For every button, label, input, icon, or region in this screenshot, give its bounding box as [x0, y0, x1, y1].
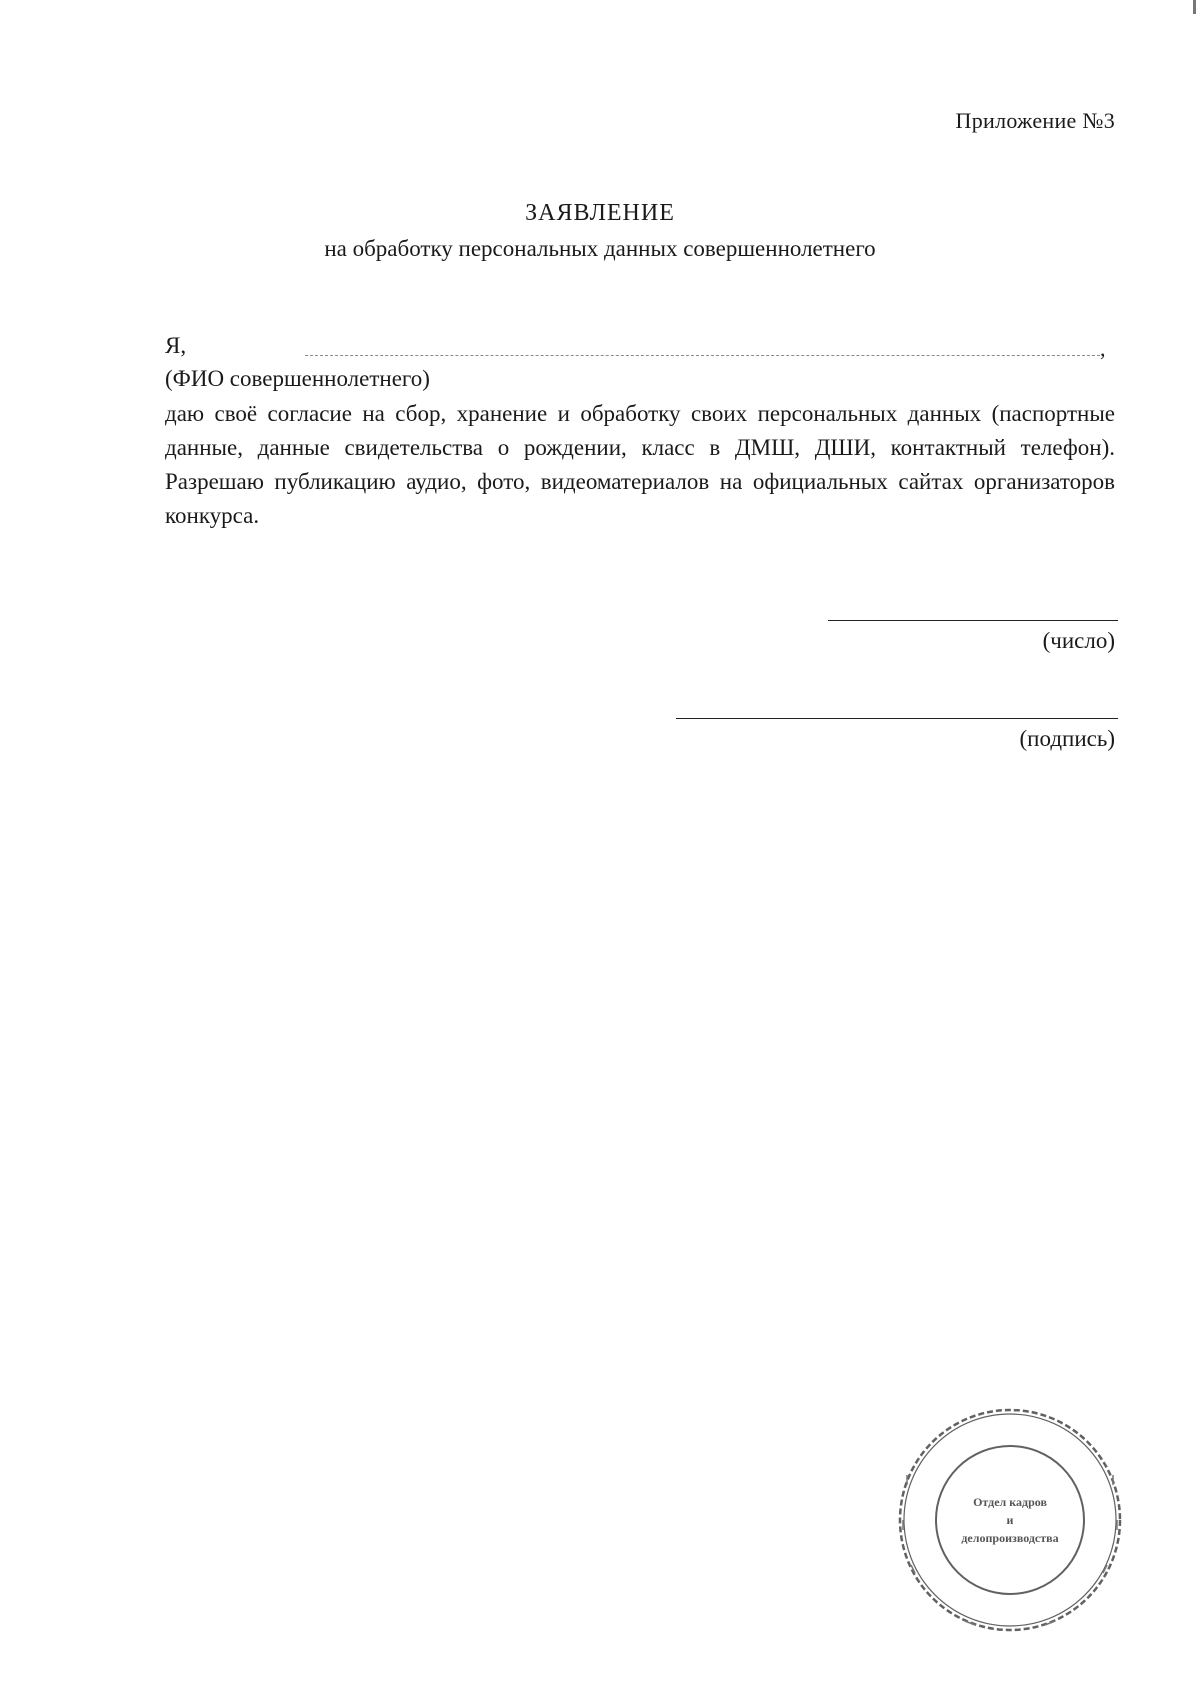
- appendix-label: Приложение №3: [955, 108, 1115, 133]
- stamp-line-1: Отдел кадров: [973, 1495, 1047, 1509]
- name-comma: ,: [1100, 336, 1106, 361]
- document-subtitle: на обработку персональных данных совершеннолетнего: [324, 236, 876, 261]
- stamp-line-3: делопроизводства: [961, 1531, 1059, 1545]
- signature-field[interactable]: [676, 718, 1118, 719]
- document-title: ЗАЯВЛЕНИЕ: [525, 200, 675, 226]
- ya-label: Я,: [165, 333, 187, 358]
- date-caption: (число): [1042, 628, 1115, 653]
- fio-hint: (ФИО совершеннолетнего): [165, 366, 430, 391]
- scan-corner-mark: [1193, 0, 1196, 14]
- full-name-field[interactable]: [305, 355, 1100, 356]
- official-stamp: [895, 1405, 1125, 1635]
- consent-text: даю своё согласие на сбор, хранение и обработку своих персональных данных (паспортные данные, данные свидетельства о рождении, класс в ДМШ, ДШИ, контактный телефон). Разрешаю публикацию аудио, фото, видеоматериалов на официальных сайтах организаторов конкурса.: [165, 401, 1115, 528]
- signature-caption: (подпись): [1019, 726, 1115, 751]
- stamp-center-text: [895, 1493, 1125, 1547]
- date-field[interactable]: [828, 620, 1118, 621]
- stamp-line-2: и: [1006, 1513, 1014, 1527]
